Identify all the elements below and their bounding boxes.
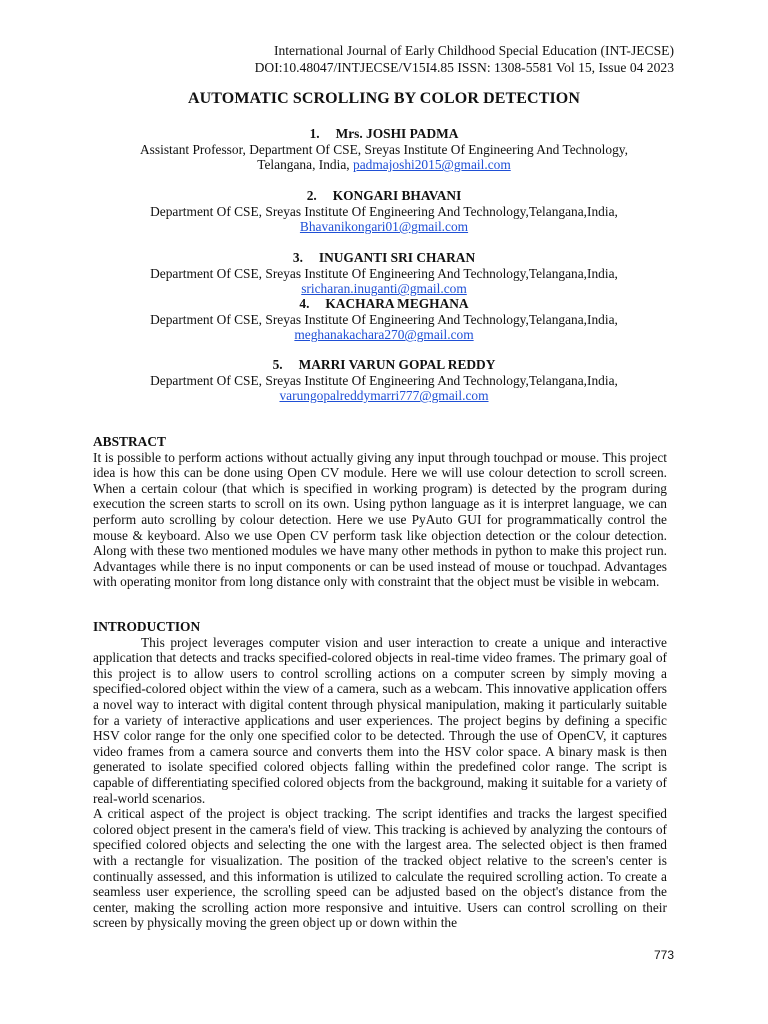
author-number: 1. xyxy=(309,126,320,141)
author-affiliation: Department Of CSE, Sreyas Institute Of Engineering And Technology,Telangana,India, xyxy=(150,265,618,281)
author-number: 4. xyxy=(299,296,310,311)
author-email-link[interactable]: varungopalreddymarri777@gmail.com xyxy=(279,388,489,404)
abstract-heading: ABSTRACT xyxy=(93,434,166,449)
introduction-section xyxy=(93,619,667,931)
author-name: Mrs. JOSHI PADMA xyxy=(335,126,459,141)
author-block-1 xyxy=(0,126,768,173)
author-name: MARRI VARUN GOPAL REDDY xyxy=(298,357,496,372)
paper-title: AUTOMATIC SCROLLING BY COLOR DETECTION xyxy=(187,90,580,107)
author-email-link[interactable]: sricharan.inuganti@gmail.com xyxy=(301,281,467,297)
introduction-paragraph-2: A critical aspect of the project is object tracking. The script identifies and tracks the largest specified colored object present in the camera's field of view. This tracking is achieved by analyzing the contours of specified colored objects and selecting the one with the largest area. The selected object is then framed with a rectangle for visualization. The position of the tracked object relative to the screen's center is continually assessed, and this information is utilized to calculate the required scrolling action. To create a seamless user experience, the scrolling speed can be adjusted based on the object's distance from the center, making the scrolling action more responsive and intuitive. Users can control scrolling on their screen by physically moving the green object up or down within the xyxy=(93,806,667,931)
author-affiliation: Department Of CSE, Sreyas Institute Of Engineering And Technology,Telangana,India, xyxy=(150,203,618,219)
author-number: 5. xyxy=(272,357,283,372)
author-email-link[interactable]: padmajoshi2015@gmail.com xyxy=(353,157,511,173)
author-affiliation: Department Of CSE, Sreyas Institute Of Engineering And Technology,Telangana,India, xyxy=(150,311,618,327)
author-number: 2. xyxy=(306,188,317,203)
author-email-link[interactable]: Bhavanikongari01@gmail.com xyxy=(299,219,469,235)
author-name: KONGARI BHAVANI xyxy=(332,188,462,203)
author-name: INUGANTI SRI CHARAN xyxy=(318,250,476,265)
author-affiliation: Department Of CSE, Sreyas Institute Of Engineering And Technology,Telangana,India, xyxy=(150,372,618,388)
author-email-link[interactable]: meghanakachara270@gmail.com xyxy=(294,327,474,343)
introduction-paragraph-1: This project leverages computer vision and user interaction to create a unique and interactive application that detects and tracks specified-colored objects in real-time video frames. The primary goal of this project is to allow users to control scrolling actions on a computer screen by simply moving a specified-colored object within the view of a camera, such as a webcam. This innovative application offers a novel way to interact with digital content through physical manipulation, making it particularly suitable for a variety of interactive applications and user experiences. The project begins by defining a specific HSV color range for the only one specified color to be detected. Through the use of OpenCV, it captures video frames from a camera source and converts them into the HSV color space. A binary mask is then generated to isolate specified colored objects falling within the predefined color range. The script is capable of differentiating specified colored objects from the background, making it suitable for a variety of real-world scenarios. xyxy=(93,634,667,806)
introduction-heading: INTRODUCTION xyxy=(93,619,201,634)
author-block-3 xyxy=(0,250,768,297)
author-name: KACHARA MEGHANA xyxy=(325,296,469,311)
author-block-4 xyxy=(0,296,768,343)
author-affiliation: Assistant Professor, Department Of CSE, Sreyas Institute Of Engineering And Technology, xyxy=(140,141,628,157)
journal-doi: DOI:10.48047/INTJECSE/V15I4.85 ISSN: 1308-5581 Vol 15, Issue 04 2023 xyxy=(254,60,674,75)
author-block-5 xyxy=(0,357,768,404)
author-block-2 xyxy=(0,188,768,235)
abstract-section xyxy=(93,434,667,590)
author-affiliation-cont: Telangana, India, xyxy=(257,157,350,173)
abstract-text: It is possible to perform actions without actually giving any input through touchpad or mouse. This project idea is how this can be done using Open CV module. Here we will use colour detection to scroll screen. When a certain colour (that which is specified in working program) is detected by the program during execution the screen starts to scroll on its own. Using python language as it is interpret language, we can perform auto scrolling by colour detection. Here we use PyAuto GUI for programmatically control the mouse & keyboard. Also we use Open CV perform task like objection detection or the colour detection. Along with these two mentioned modules we have many other methods in python to make this project run. Advantages while there is no input components or can be used instead of mouse or touchpad. Advantages with operating monitor from long distance only with constraint that the object must be visible in webcam. xyxy=(93,449,667,590)
page-number: 773 xyxy=(653,948,674,962)
author-number: 3. xyxy=(292,250,303,265)
journal-name: International Journal of Early Childhood Special Education (INT-JECSE) xyxy=(273,43,674,58)
journal-header xyxy=(255,42,674,76)
